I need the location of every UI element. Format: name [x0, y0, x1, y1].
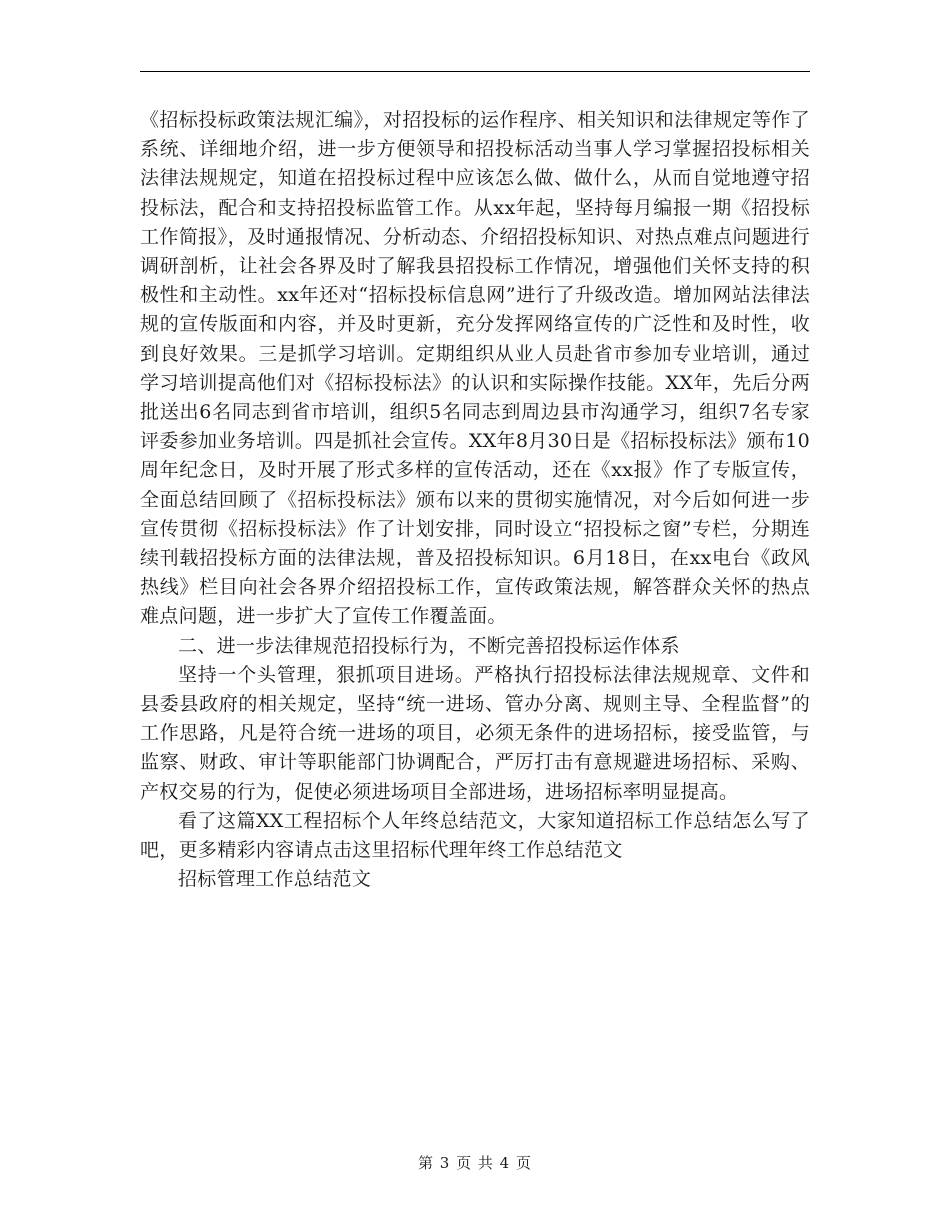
paragraph-publicity-work: 《招标投标政策法规汇编》，对招投标的运作程序、相关知识和法律规定等作了系统、详细地介绍，进一步方便领导和招投标活动当事人学习掌握招投标相关法律法规规定，知道在招投标过程中应该怎么做、做什么，从而自觉地遵守招投标法，配合和支持招投标监管工作。从xx年起，坚持每月编报一期《招投标工作简报》，及时通报情况、分析动态、介绍招投标知识、对热点难点问题进行调研剖析，让社会各界及时了解我县招投标工作情况，增强他们关怀支持的积极性和主动性。xx年还对“招标投标信息网”进行了升级改造。增加网站法律法规的宣传版面和内容，并及时更新，充分发挥网络宣传的广泛性和及时性，收到良好效果。三是抓学习培训。定期组织从业人员赴省市参加专业培训，通过学习培训提高他们对《招标投标法》的认识和实际操作技能。XX年，先后分两批送出6名同志到省市培训，组织5名同志到周边县市沟通学习，组织7名专家评委参加业务培训。四是抓社会宣传。XX年8月30日是《招标投标法》颁布10周年纪念日，及时开展了形式多样的宣传活动，还在《xx报》作了专版宣传，全面总结回顾了《招标投标法》颁布以来的贯彻实施情况，对今后如何进一步宣传贯彻《招标投标法》作了计划安排，同时设立“招投标之窗”专栏，分期连续刊载招投标方面的法律法规，普及招投标知识。6月18日，在xx电台《政风热线》栏目向社会各界介绍招投标工作，宣传政策法规，解答群众关怀的热点难点问题，进一步扩大了宣传工作覆盖面。: [140, 109, 810, 628]
page-number: 第 3 页 共 4 页: [418, 1154, 532, 1172]
document-body: [140, 106, 810, 894]
section-heading-two: 二、进一步法律规范招投标行为，不断完善招投标运作体系: [178, 634, 680, 657]
page-footer: [0, 1152, 950, 1173]
paragraph-related-title: 招标管理工作总结范文: [178, 868, 372, 891]
header-rule: [140, 71, 810, 72]
paragraph-closing-note: 看了这篇XX工程招标个人年终总结范文，大家知道招标工作总结怎么写了吧，更多精彩内容请点击这里招标代理年终工作总结范文: [140, 809, 810, 862]
paragraph-project-entry: 坚持一个头管理，狠抓项目进场。严格执行招投标法律法规规章、文件和县委县政府的相关规定，坚持“统一进场、管办分离、规则主导、全程监督”的工作思路，凡是符合统一进场的项目，必须无条件的进场招标，接受监管，与监察、财政、审计等职能部门协调配合，严厉打击有意规避进场招标、采购、产权交易的行为，促使必须进场项目全部进场，进场招标率明显提高。: [140, 663, 810, 803]
